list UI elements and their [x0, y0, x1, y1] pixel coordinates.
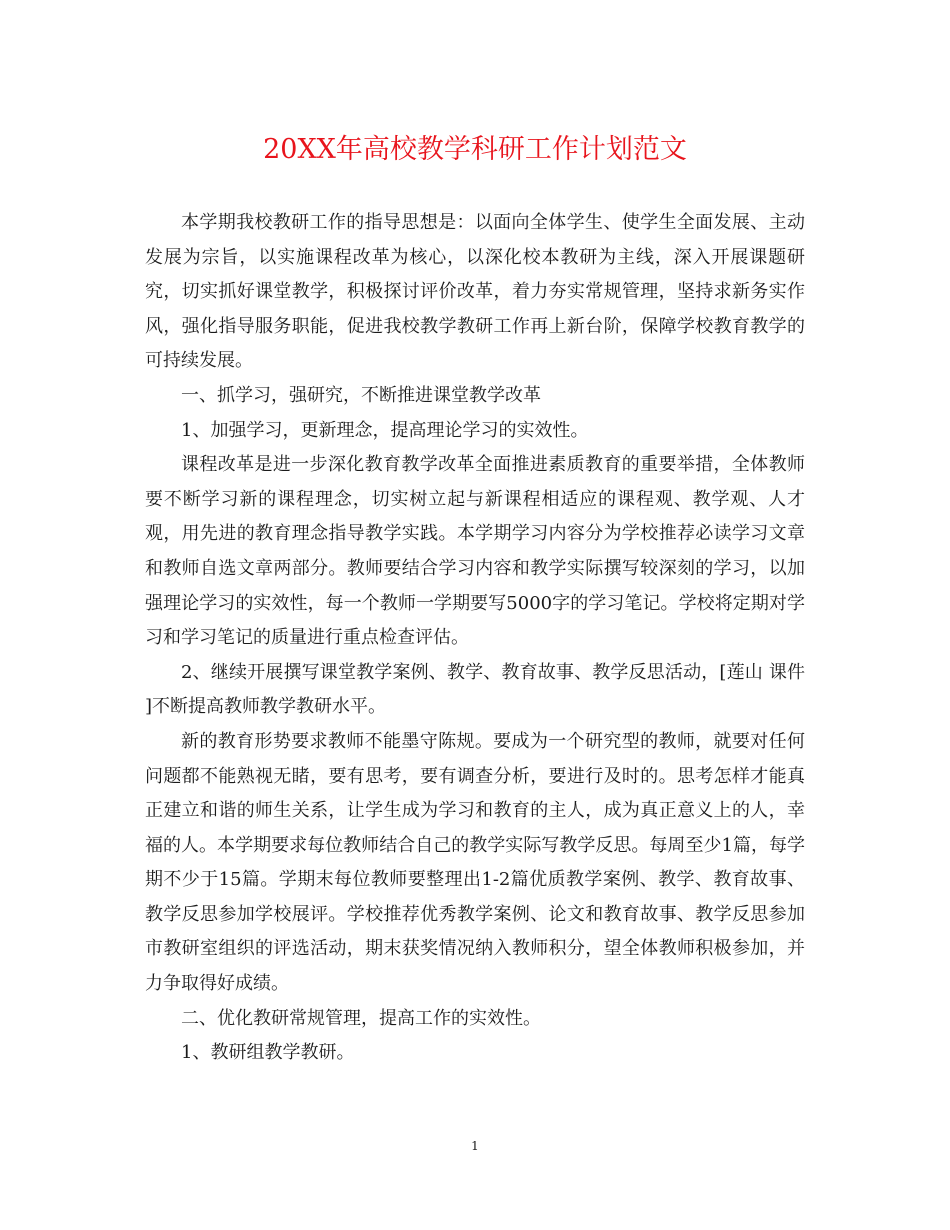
section-heading-1: 一、抓学习，强研究，不断推进课堂教学改革 [181, 384, 541, 406]
page-number: 1 [471, 1139, 479, 1153]
document-body [145, 206, 805, 1071]
section-heading-2: 二、优化教研常规管理，提高工作的实效性。 [181, 1007, 541, 1029]
paragraph-guiding-thought: 本学期我校教研工作的指导思想是：以面向全体学生、使学生全面发展、主动发展为宗旨，以实施课程改革为核心，以深化校本教研为主线，深入开展课题研究，切实抓好课堂教学，积极探讨评价改革，着力夯实常规管理，坚持求新务实作风，强化指导服务职能，促进我校教学教研工作再上新台阶，保障学校教育教学的可持续发展。 [145, 212, 805, 372]
document-title: 20XX年高校教学科研工作计划范文 [263, 134, 687, 165]
subsection-heading-1-1: 1、加强学习，更新理念，提高理论学习的实效性。 [181, 419, 589, 441]
subsection-heading-1-2: 2、继续开展撰写课堂教学案例、教学、教育故事、教学反思活动，[莲山 课件 ]不断提高教师教学教研水平。 [145, 661, 805, 718]
paragraph-curriculum-reform: 课程改革是进一步深化教育教学改革全面推进素质教育的重要举措，全体教师要不断学习新的课程理念，切实树立起与新课程相适应的课程观、教学观、人才观，用先进的教育理念指导教学实践。本学期学习内容分为学校推荐必读学习文章和教师自选文章两部分。教师要结合学习内容和教学实际撰写较深刻的学习，以加强理论学习的实效性，每一个教师一学期要写5000字的学习笔记。学校将定期对学习和学习笔记的质量进行重点检查评估。 [145, 454, 805, 649]
subsection-heading-2-1: 1、教研组教学教研。 [181, 1042, 355, 1064]
paragraph-teaching-reflection: 新的教育形势要求教师不能墨守陈规。要成为一个研究型的教师，就要对任何问题都不能熟视无睹，要有思考，要有调查分析，要进行及时的。思考怎样才能真正建立和谐的师生关系，让学生成为学习和教育的主人，成为真正意义上的人，幸福的人。本学期要求每位教师结合自己的教学实际写教学反思。每周至少1篇，每学期不少于15篇。学期末每位教师要整理出1-2篇优质教学案例、教学、教育故事、教学反思参加学校展评。学校推荐优秀教学案例、论文和教育故事、教学反思参加市教研室组织的评选活动，期末获奖情况纳入教师积分，望全体教师积极参加，并力争取得好成绩。 [145, 730, 805, 995]
